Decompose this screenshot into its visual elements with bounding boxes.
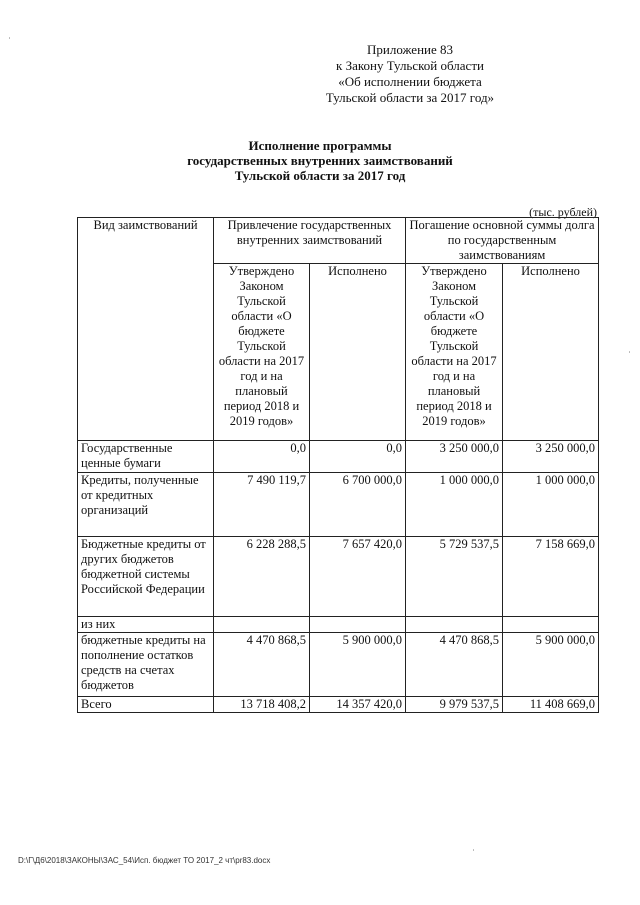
cell-attraction-approved: 7 490 119,7 (214, 473, 310, 537)
margin-mark: ˙ (472, 848, 475, 858)
table-header-row (78, 218, 599, 264)
cell-attraction-executed: 6 700 000,0 (310, 473, 406, 537)
cell-attraction-approved: 6 228 288,5 (214, 537, 310, 617)
row-label: Бюджетные кредиты от других бюджетов бюджетной системы Российской Федерации (78, 537, 214, 617)
cell-attraction-approved: 0,0 (214, 441, 310, 473)
row-label: Всего (78, 697, 214, 713)
cell-attraction-approved: 4 470 868,5 (214, 633, 310, 697)
cell-attraction-approved (214, 617, 310, 633)
table-row (78, 633, 599, 697)
annex-number: Приложение 83 (366, 42, 454, 57)
row-label: Государственные ценные бумаги (78, 441, 214, 473)
margin-mark: ˙ (8, 36, 11, 46)
cell-repayment-approved: 4 470 868,5 (406, 633, 503, 697)
cell-repayment-approved (406, 617, 503, 633)
cell-repayment-executed: 1 000 000,0 (503, 473, 599, 537)
cell-repayment-executed (503, 617, 599, 633)
annex-law: к Закону Тульской области (336, 58, 484, 73)
header-repayment-executed: Исполнено (503, 264, 599, 441)
row-label: бюджетные кредиты на пополнение остатков средств на счетах бюджетов (78, 633, 214, 697)
cell-attraction-executed (310, 617, 406, 633)
cell-repayment-executed: 3 250 000,0 (503, 441, 599, 473)
title-line-2: государственных внутренних заимствований (187, 153, 453, 168)
header-attraction-approved: Утверждено Законом Тульской области «О бюджете Тульской области на 2017 год и на плановый период 2018 и 2019 годов» (214, 264, 310, 441)
table-row (78, 617, 599, 633)
table-row (78, 537, 599, 617)
annex-law-year: Тульской области за 2017 год» (325, 90, 495, 105)
header-repayment: Погашение основной суммы долга по государственным заимствованиям (406, 218, 599, 264)
cell-attraction-executed: 7 657 420,0 (310, 537, 406, 617)
cell-repayment-executed: 5 900 000,0 (503, 633, 599, 697)
cell-repayment-executed: 7 158 669,0 (503, 537, 599, 617)
title-line-1: Исполнение программы (248, 138, 392, 153)
units-label: (тыс. рублей) (529, 205, 597, 219)
margin-mark: ˙ (628, 350, 631, 360)
header-attraction: Привлечение государственных внутренних заимствований (214, 218, 406, 264)
cell-repayment-approved: 1 000 000,0 (406, 473, 503, 537)
cell-attraction-executed: 0,0 (310, 441, 406, 473)
borrowings-table (77, 217, 599, 713)
table-row (78, 441, 599, 473)
cell-repayment-approved: 9 979 537,5 (406, 697, 503, 713)
annex-law-name: «Об исполнении бюджета (338, 74, 482, 89)
cell-repayment-approved: 5 729 537,5 (406, 537, 503, 617)
cell-attraction-approved: 13 718 408,2 (214, 697, 310, 713)
header-borrowing-type: Вид заимствований (78, 218, 214, 441)
cell-attraction-executed: 14 357 420,0 (310, 697, 406, 713)
title-line-3: Тульской области за 2017 год (234, 168, 406, 183)
cell-attraction-executed: 5 900 000,0 (310, 633, 406, 697)
row-label: из них (78, 617, 214, 633)
cell-repayment-executed: 11 408 669,0 (503, 697, 599, 713)
annex-header (300, 42, 520, 106)
table-row-total (78, 697, 599, 713)
header-repayment-approved: Утверждено Законом Тульской области «О бюджете Тульской области на 2017 год и на плановый период 2018 и 2019 годов» (406, 264, 503, 441)
document-title (0, 138, 640, 183)
table-row (78, 473, 599, 537)
file-path-footer: D:\Г\Д6\2018\ЗАКОНЫ\ЗАС_54\Исп. бюджет ТО 2017_2 чт\pr83.docx (18, 856, 271, 865)
row-label: Кредиты, полученные от кредитных организаций (78, 473, 214, 537)
cell-repayment-approved: 3 250 000,0 (406, 441, 503, 473)
header-attraction-executed: Исполнено (310, 264, 406, 441)
